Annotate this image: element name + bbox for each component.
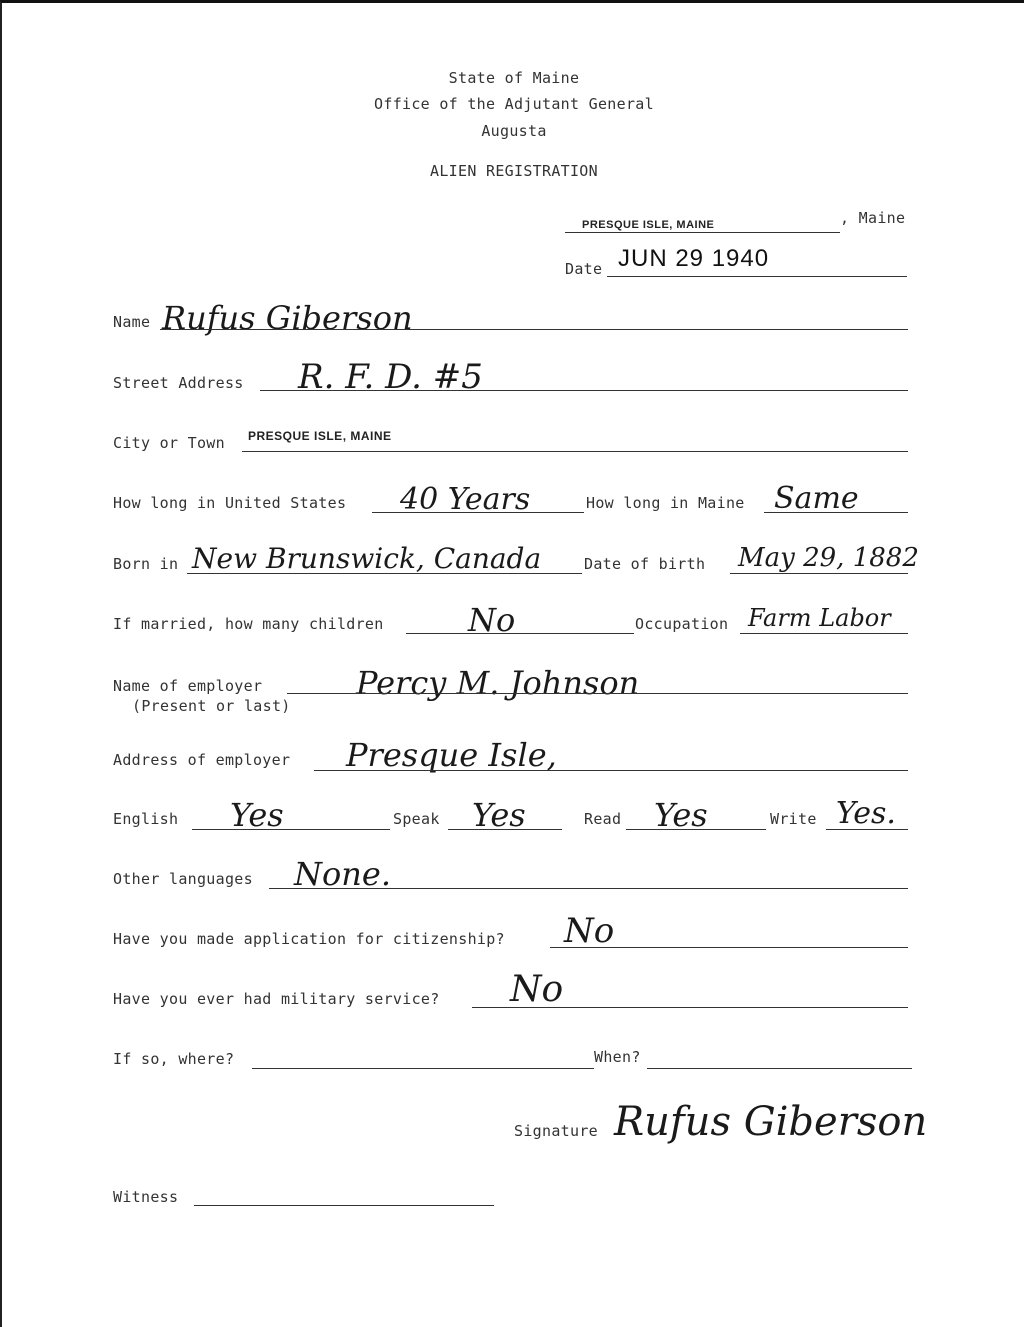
maine-time-line — [764, 512, 908, 513]
read-value: Yes — [654, 796, 708, 834]
us-time-value: 40 Years — [400, 482, 531, 517]
occupation-label: Occupation — [635, 615, 729, 633]
born-line — [187, 573, 582, 574]
us-time-line — [372, 512, 584, 513]
employer-address-line — [314, 770, 908, 771]
speak-value: Yes — [472, 796, 526, 834]
write-value: Yes. — [836, 796, 896, 831]
english-line — [192, 829, 390, 830]
date-stamp: JUN 29 1940 — [618, 245, 770, 272]
form-title: ALIEN REGISTRATION — [430, 162, 598, 180]
header-state: State of Maine — [448, 69, 580, 87]
city-stamp: PRESQUE ISLE, MAINE — [248, 429, 392, 443]
military-value: No — [510, 969, 564, 1010]
born-label: Born in — [113, 555, 179, 573]
employer-address-value: Presque Isle, — [346, 736, 557, 774]
other-languages-line — [269, 888, 908, 889]
citizenship-line — [550, 947, 908, 948]
date-line — [607, 276, 907, 277]
birth-date-value: May 29, 1882 — [738, 543, 919, 573]
occupation-line — [740, 633, 908, 634]
born-value: New Brunswick, Canada — [192, 542, 542, 575]
where-line — [252, 1068, 594, 1069]
english-value: Yes — [230, 796, 284, 834]
street-label: Street Address — [113, 374, 244, 392]
speak-label: Speak — [393, 810, 440, 828]
maine-time-label: How long in Maine — [586, 494, 745, 512]
employer-sublabel: (Present or last) — [132, 697, 291, 715]
name-label: Name — [113, 313, 151, 331]
birth-date-label: Date of birth — [584, 555, 706, 573]
birth-date-line — [730, 573, 908, 574]
speak-line — [448, 829, 562, 830]
children-line — [406, 633, 634, 634]
street-line — [260, 390, 908, 391]
signature-label: Signature — [514, 1122, 598, 1140]
street-value: R. F. D. #5 — [298, 357, 483, 397]
military-line — [472, 1007, 908, 1008]
city-line — [242, 451, 908, 452]
city-label: City or Town — [113, 434, 225, 452]
name-line — [160, 329, 908, 330]
children-value: No — [468, 601, 516, 639]
where-label: If so, where? — [113, 1050, 235, 1068]
employer-address-label: Address of employer — [113, 751, 291, 769]
read-line — [626, 829, 766, 830]
name-value: Rufus Giberson — [162, 299, 413, 337]
citizenship-value: No — [564, 911, 615, 951]
english-label: English — [113, 810, 179, 828]
place-line — [565, 232, 840, 233]
other-languages-value: None. — [294, 855, 391, 893]
employer-line — [287, 693, 908, 694]
other-languages-label: Other languages — [113, 870, 253, 888]
military-label: Have you ever had military service? — [113, 990, 440, 1008]
employer-value: Percy M. Johnson — [356, 664, 640, 702]
when-line — [647, 1068, 912, 1069]
header-office: Office of the Adjutant General — [374, 95, 654, 113]
write-label: Write — [770, 810, 817, 828]
maine-time-value: Same — [774, 481, 859, 516]
signature-value: Rufus Giberson — [614, 1099, 928, 1145]
employer-label: Name of employer — [113, 677, 263, 695]
place-suffix: , Maine — [840, 209, 906, 227]
place-stamp: PRESQUE ISLE, MAINE — [582, 219, 715, 231]
read-label: Read — [584, 810, 622, 828]
children-label: If married, how many children — [113, 615, 384, 633]
header-city: Augusta — [481, 122, 547, 140]
occupation-value: Farm Labor — [748, 604, 891, 632]
us-time-label: How long in United States — [113, 494, 347, 512]
date-label: Date — [565, 260, 603, 278]
write-line — [826, 829, 908, 830]
citizenship-label: Have you made application for citizenship? — [113, 930, 505, 948]
witness-line — [194, 1205, 494, 1206]
witness-label: Witness — [113, 1188, 179, 1206]
when-label: When? — [594, 1048, 641, 1066]
